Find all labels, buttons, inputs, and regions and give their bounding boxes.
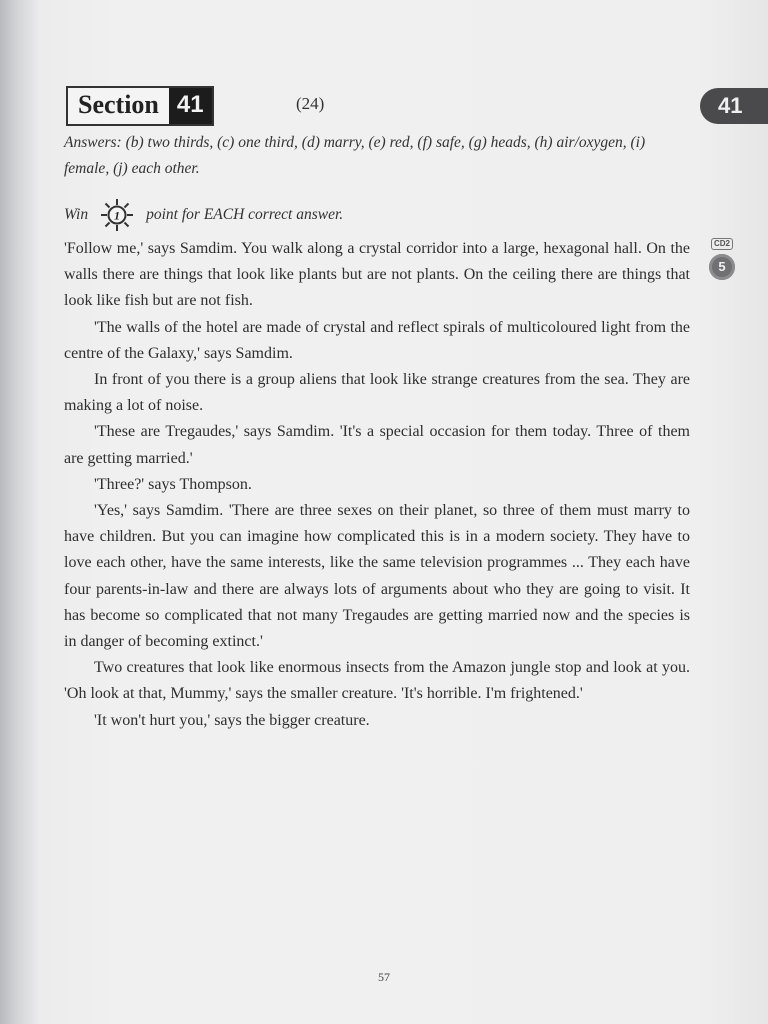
win-label: Win — [64, 206, 89, 223]
paragraph: 'It won't hurt you,' says the bigger creature. — [94, 711, 370, 729]
paragraph: In front of you there is a group aliens that look like strange creatures from the sea. They are making a lot of noise. — [64, 371, 690, 415]
paragraph: 'The walls of the hotel are made of crystal and reflect spirals of multicoloured light from the centre of the Galaxy,' says Samdim. — [64, 318, 690, 362]
paragraph: 'Follow me,' says Samdim. You walk along a crystal corridor into a large, hexagonal hall. On the walls there are things that look like plants but are not plants. On the ceiling there are things that look like fish but are not fish. — [64, 240, 690, 310]
section-reference: (24) — [296, 94, 325, 113]
audio-track-marker — [704, 238, 740, 280]
section-thumb-tab: 41 — [700, 88, 768, 124]
story-text — [64, 236, 690, 734]
page-number: 57 — [378, 970, 390, 984]
answers-line: Answers: (b) two thirds, (c) one third, (d) marry, (e) red, (f) safe, (g) heads, (h) air/oxygen, (i) female, (j) each other. — [64, 134, 646, 177]
section-word: Section — [78, 90, 159, 119]
win-points-row — [64, 198, 343, 232]
cd-icon: CD2 — [711, 238, 733, 250]
section-number: 41 — [169, 88, 212, 124]
sun-points-icon — [100, 198, 134, 232]
paragraph: Two creatures that look like enormous insects from the Amazon jungle stop and look at you. 'Oh look at that, Mummy,' says the smaller creature. 'It's horrible. I'm frightened.' — [64, 659, 690, 703]
paragraph: 'Yes,' says Samdim. 'There are three sexes on their planet, so three of them must marry to have children. But you can imagine how complicated this is in a modern society. They have to love each other, have the same interests, like the same television programmes ... They each have four parents-in-law and there are always lots of arguments about who they are going to visit. It has become so complicated that not many Tregaudes are getting married now and the species is in danger of becoming extinct.' — [64, 502, 690, 651]
paragraph: 'Three?' says Thompson. — [94, 475, 252, 493]
track-number-badge: 5 — [709, 254, 735, 280]
points-value: 1 — [114, 208, 121, 223]
section-heading — [66, 86, 214, 126]
win-description: point for EACH correct answer. — [146, 206, 344, 223]
paragraph: 'These are Tregaudes,' says Samdim. 'It's a special occasion for them today. Three of them are getting married.' — [64, 423, 690, 467]
